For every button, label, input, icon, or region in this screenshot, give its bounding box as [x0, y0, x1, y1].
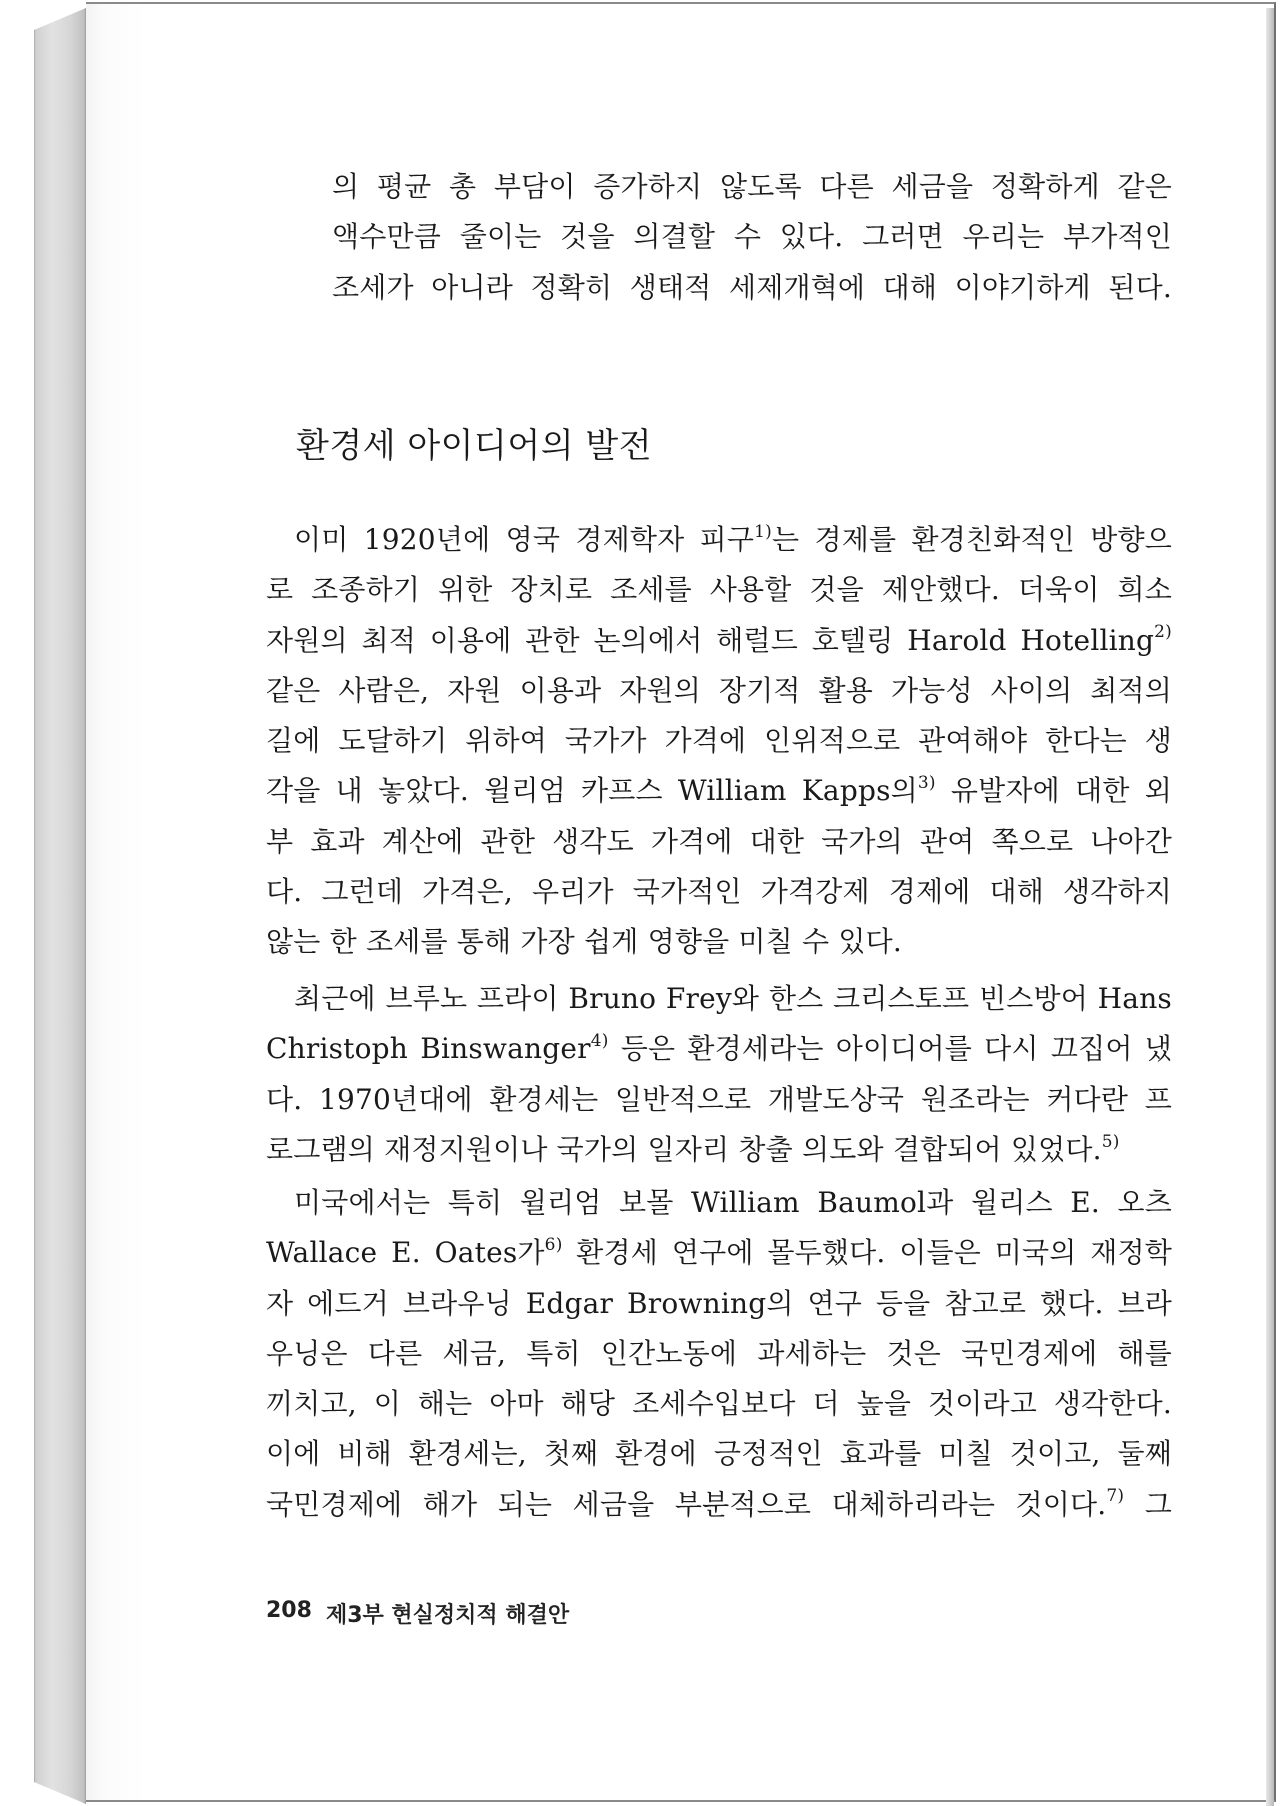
text-line [266, 1125, 1172, 1175]
quote-line: 조세가 아니라 정확히 생태적 세제개혁에 대해 이야기하게 된다. [332, 270, 1172, 304]
page-edge-shadow [1266, 8, 1274, 1806]
text-line: 끼치고, 이 해는 아마 해당 조세수입보다 더 높을 것이라고 생각한다. [266, 1387, 1172, 1421]
text-run: Christoph Binswanger [266, 1032, 591, 1066]
text-run: 유발자에 대한 외 [935, 774, 1172, 808]
page-footer [266, 1598, 569, 1629]
block-quote [332, 162, 1172, 313]
text-run: 이미 1920년에 영국 경제학자 피구 [294, 523, 755, 556]
footnote-ref[interactable]: 6) [544, 1234, 563, 1255]
text-line [266, 766, 1172, 816]
section-heading: 환경세 아이디어의 발전 [296, 426, 653, 466]
text-line: 않는 한 조세를 통해 가장 쉽게 영향을 미칠 수 있다. [266, 925, 902, 959]
footnote-ref[interactable]: 2) [1154, 622, 1172, 643]
paragraph-1 [266, 515, 1172, 968]
text-line [266, 1480, 1172, 1530]
quote-line: 의 평균 총 부담이 증가하지 않도록 다른 세금을 정확하게 같은 [332, 170, 1172, 203]
paragraph-2 [266, 974, 1172, 1175]
text-run: 그 [1124, 1487, 1172, 1521]
page-number: 208 [266, 1598, 312, 1623]
text-line [266, 1228, 1172, 1278]
text-line: 다. 그런데 가격은, 우리가 국가적인 가격강제 경제에 대해 생각하지 [266, 875, 1172, 909]
text-line [266, 515, 1172, 565]
text-line [266, 1024, 1172, 1074]
text-line: 최근에 브루노 프라이 Bruno Frey와 한스 크리스토프 빈스방어 Hans [294, 982, 1172, 1015]
text-line: 같은 사람은, 자원 이용과 자원의 장기적 활용 가능성 사이의 최적의 [266, 673, 1172, 707]
chapter-title: 제3부 현실정치적 해결안 [325, 1603, 570, 1628]
text-run: 각을 내 놓았다. 윌리엄 카프스 William Kapps의 [266, 774, 918, 808]
footnote-ref[interactable]: 1) [754, 521, 772, 542]
text-run: 등은 환경세라는 아이디어를 다시 끄집어 냈 [608, 1032, 1172, 1066]
footnote-ref[interactable]: 7) [1106, 1486, 1125, 1507]
text-run: 로그램의 재정지원이나 국가의 일자리 창출 의도와 결합되어 있었다. [266, 1132, 1102, 1166]
text-line: 부 효과 계산에 관한 생각도 가격에 대한 국가의 관여 쪽으로 나아간 [266, 824, 1172, 858]
text-run: 자원의 최적 이용에 관한 논의에서 해럴드 호텔링 Harold Hotelling [266, 623, 1155, 657]
text-line: 다. 1970년대에 환경세는 일반적으로 개발도상국 원조라는 커다란 프 [266, 1082, 1172, 1116]
text-line: 이에 비해 환경세는, 첫째 환경에 긍정적인 효과를 미칠 것이고, 둘째 [266, 1437, 1172, 1471]
footnote-ref[interactable]: 5) [1101, 1131, 1120, 1152]
text-run: 는 경제를 환경친화적인 방향으 [771, 523, 1172, 556]
text-line [266, 616, 1172, 666]
quote-line: 액수만큼 줄이는 것을 의결할 수 있다. 그러면 우리는 부가적인 [332, 220, 1172, 254]
book-spine [34, 8, 86, 1804]
text-run: 국민경제에 해가 되는 세금을 부분적으로 대체하리라는 것이다. [266, 1487, 1107, 1521]
footnote-ref[interactable]: 3) [917, 773, 936, 794]
footnote-ref[interactable]: 4) [590, 1030, 609, 1051]
text-run: 환경세 연구에 몰두했다. 이들은 미국의 재정학 [562, 1236, 1172, 1270]
text-line: 미국에서는 특히 윌리엄 보몰 William Baumol과 윌리스 E. 오츠 [294, 1186, 1172, 1219]
text-line: 로 조종하기 위한 장치로 조세를 사용할 것을 제안했다. 더욱이 희소 [266, 573, 1172, 607]
text-line: 길에 도달하기 위하여 국가가 가격에 인위적으로 관여해야 한다는 생 [266, 724, 1172, 758]
text-line: 우닝은 다른 세금, 특히 인간노동에 과세하는 것은 국민경제에 해를 [266, 1336, 1172, 1370]
paragraph-3 [266, 1178, 1172, 1530]
text-line: 자 에드거 브라우닝 Edgar Browning의 연구 등을 참고로 했다. 브라 [266, 1286, 1172, 1320]
text-run: Wallace E. Oates가 [266, 1236, 545, 1270]
